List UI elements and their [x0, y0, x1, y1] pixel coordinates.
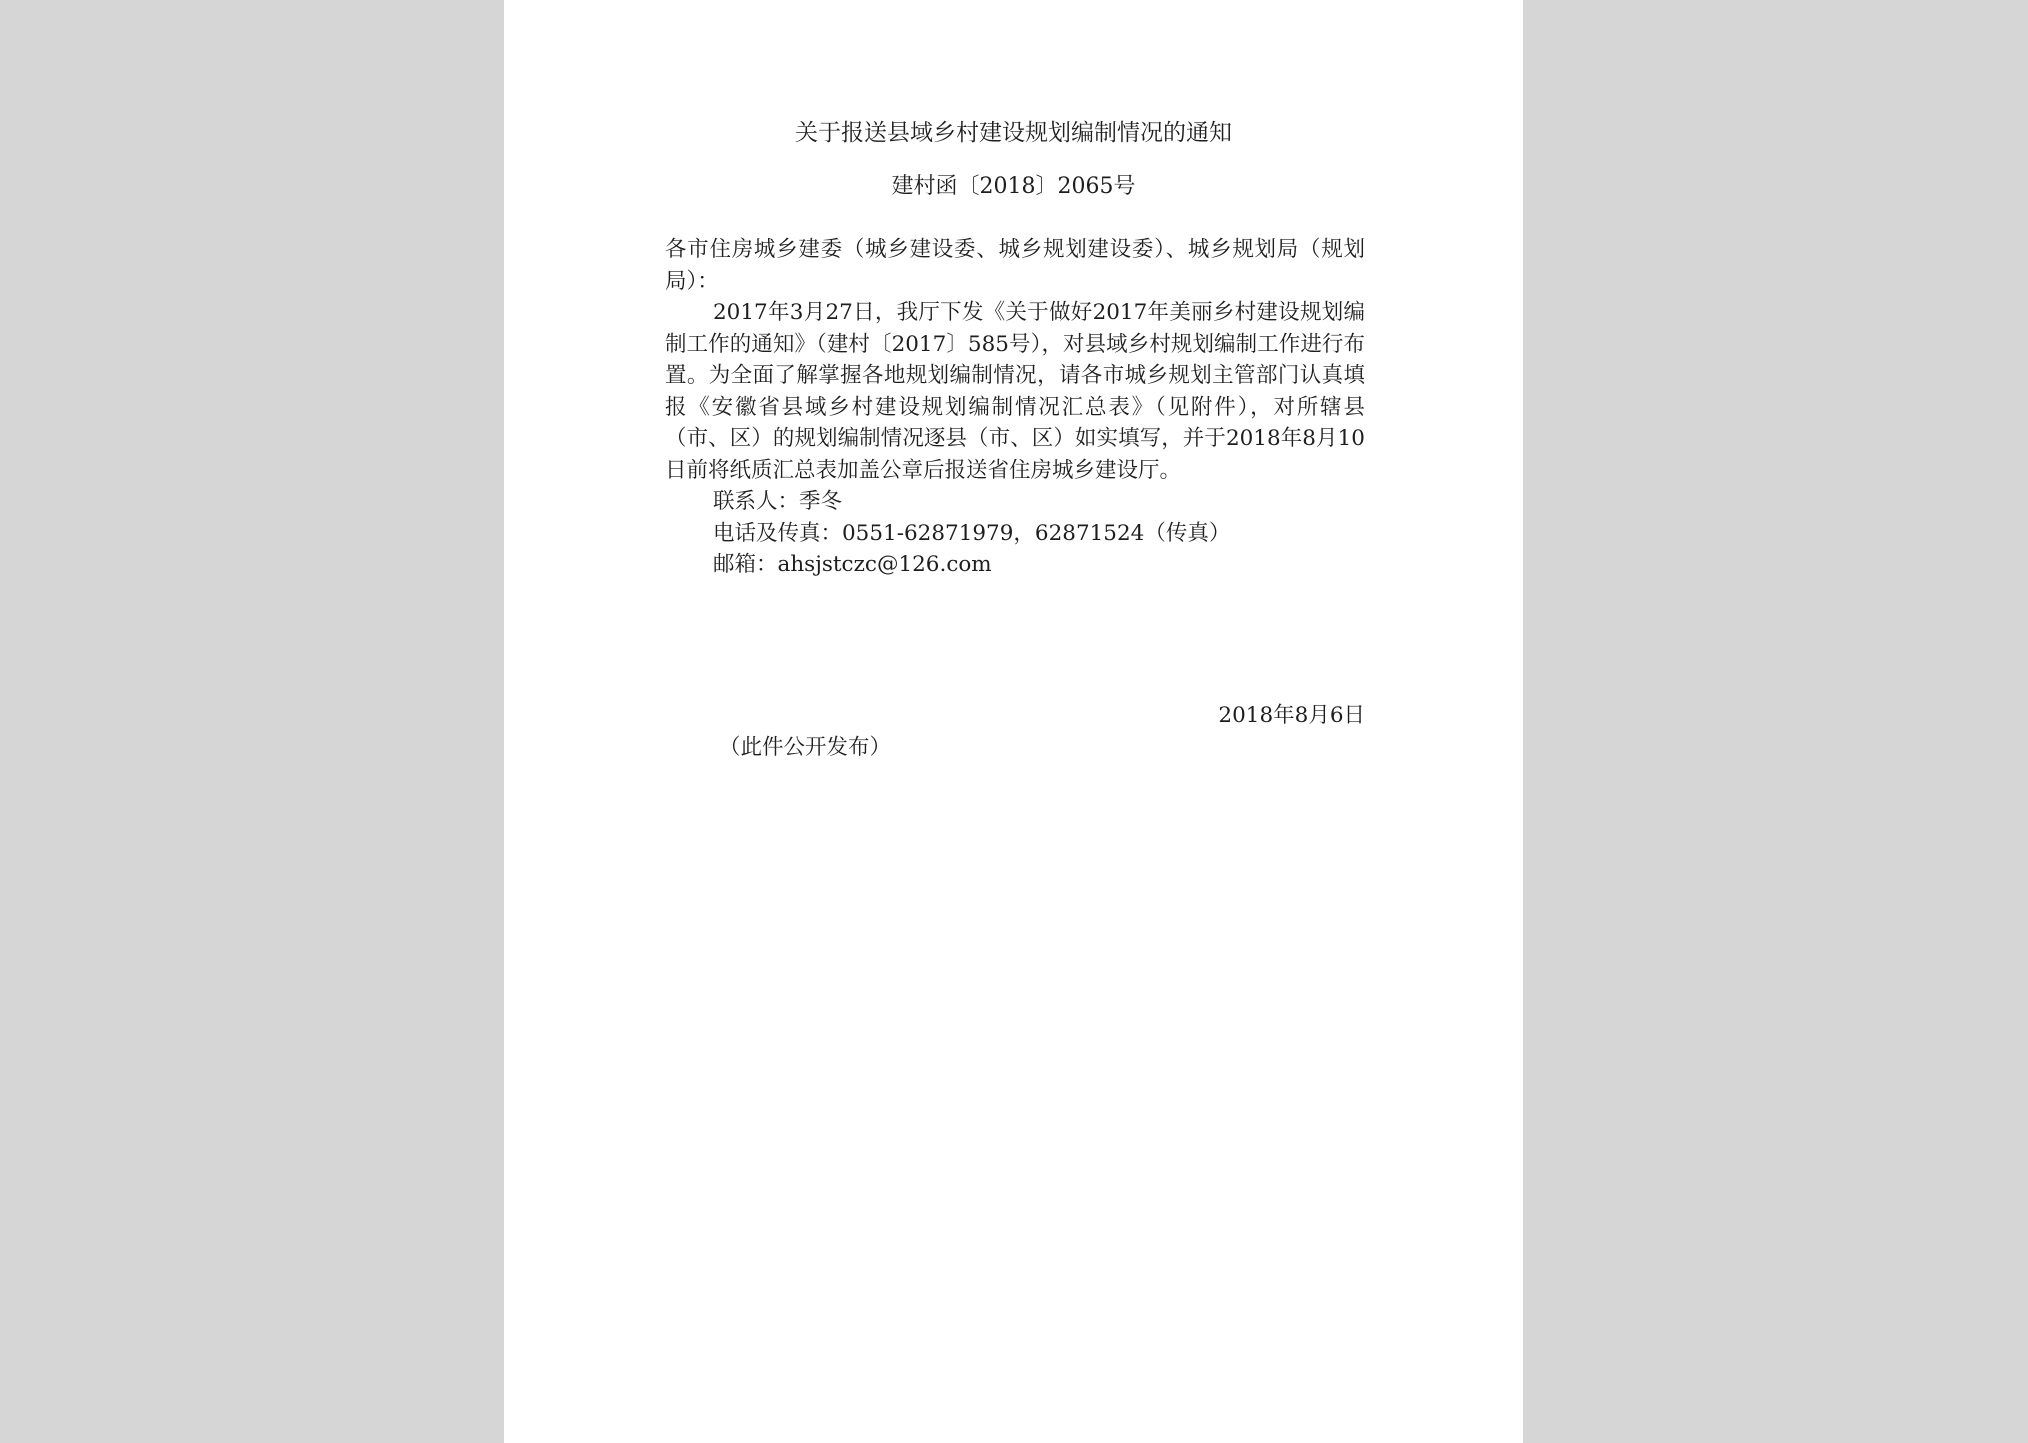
contact-person: 联系人：季冬 [713, 489, 843, 514]
salutation: 各市住房城乡建委（城乡建设委、城乡规划建设委）、城乡规划局（规划局）： [665, 237, 1365, 294]
email-address: 邮箱：ahsjstczc@126.com [713, 552, 992, 577]
body-paragraph: 2017年3月27日，我厅下发《关于做好2017年美丽乡村建设规划编制工作的通知》（建村〔2017〕585号），对县域乡村规划编制工作进行布置。为全面了解掌握各地规划编制情况，请各市城乡规划主管部门认真填报《安徽省县域乡村建设规划编制情况汇总表》（见附件），对所辖县（市、区）的规划编制情况逐县（市、区）如实填写，并于2018年8月10日前将纸质汇总表加盖公章后报送省住房城乡建设厅。 [665, 300, 1365, 483]
document-number: 建村函〔2018〕2065号 [891, 174, 1136, 199]
public-release-note: （此件公开发布） [719, 735, 892, 760]
document-page [504, 0, 1523, 1443]
document-title: 关于报送县域乡村建设规划编制情况的通知 [795, 120, 1232, 146]
issue-date: 2018年8月6日 [1218, 703, 1365, 728]
phone-fax: 电话及传真：0551-62871979，62871524（传真） [713, 520, 1231, 546]
document-body [665, 234, 1365, 581]
